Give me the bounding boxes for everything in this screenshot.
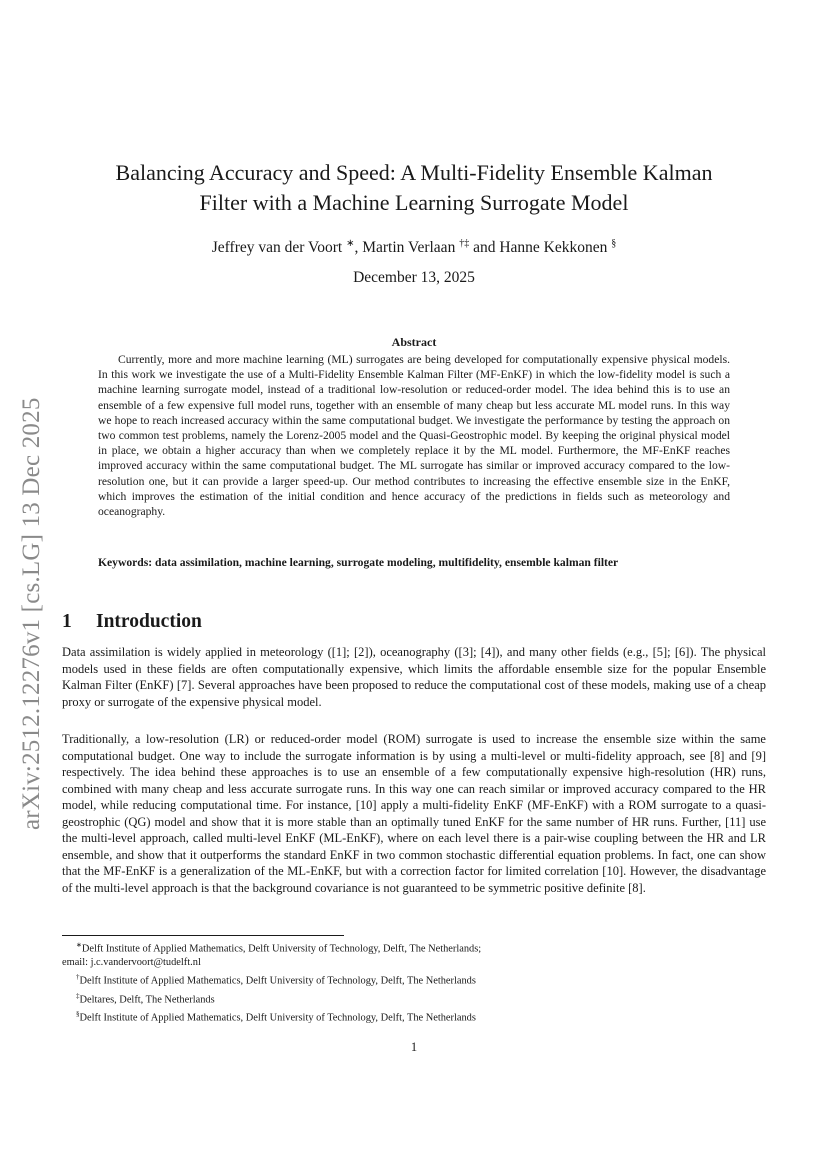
arxiv-identifier: arXiv:2512.12276v1 [cs.LG] 13 Dec 2025 [18,397,45,830]
footnote-rule [62,935,344,936]
footnote-mark: ∗ [76,941,82,949]
page-number: 1 [410,1040,418,1054]
body-paragraph: Data assimilation is widely applied in meteorology ([1]; [2]), oceanography ([3]; [4]), and many other fields (e.g., [5]; [6]). The physical models used in these fields are often computationally expensive, which limits the affordable ensemble size for the popular Ensemble Kalman Filter (EnKF) [7]. Several approaches have been proposed to reduce the computational cost of these models, making use of a cheap proxy or surrogate of the expensive physical model. [62,645,766,709]
footnote-text: Delft Institute of Applied Mathematics, Delft University of Technology, Delft, The Netherlands [79,1012,476,1024]
section-number: 1 [62,611,72,632]
author-and: and [469,239,500,257]
footnote [62,970,766,988]
footnote [62,989,766,1007]
footnotes [62,938,766,1026]
section-title: Introduction [96,611,202,632]
author-name: Hanne Kekkonen [499,239,608,257]
author-name: Jeffrey van der Voort [211,239,343,257]
title-line-1: Balancing Accuracy and Speed: A Multi-Fidelity Ensemble Kalman [115,160,713,185]
author-separator: , [354,239,363,257]
author-affiliation-mark: § [611,238,617,249]
body-paragraph: Traditionally, a low-resolution (LR) or reduced-order model (ROM) surrogate is used to increase the ensemble size within the same computational budget. One way to include the surrogate information is by using a multi-level or multi-fidelity approach, see [8] and [9] respectively. The idea behind these approaches is to use an ensemble of a few computationally expensive high-resolution (HR) runs, combined with many cheap and less accurate surrogate runs. In this way one can reach similar or improved accuracy compared to the HR model, while reducing computational time. For instance, [10] apply a multi-fidelity EnKF (MF-EnKF) with a ROM surrogate to a quasi-geostrophic (QG) model and show that it is more stable than an optimally tuned EnKF for the same number of HR runs. Further, [11] use the multi-level approach, called multi-level EnKF (ML-EnKF), where on each level there is a pair-wise coupling between the HR and LR ensemble, and show that it outperforms the standard EnKF in two common stochastic differential equation problems. In fact, one can show that the MF-EnKF is a generalization of the ML-EnKF, but with a correction factor for limited correlation [10]. However, the disadvantage of the multi-level approach is that the background covariance is not guaranteed to be symmetric positive definite [8]. [62,732,766,895]
footnote-mark: ‡ [76,991,80,1000]
paper-title [62,158,766,218]
section-heading [62,609,766,635]
abstract-text: Currently, more and more machine learning (ML) surrogates are being developed for computationally expensive physical models. In this work we investigate the use of a Multi-Fidelity Ensemble Kalman Filter (MF-EnKF) in which the low-fidelity model is such a machine learning surrogate model, instead of a traditional low-resolution or reduced-order model. The idea behind this is to use an ensemble of a few expensive full model runs, together with an ensemble of many cheap but less accurate ML model runs. In this way we hope to reach increased accuracy within the same computational budget. We investigate the performance by testing the approach on two common test problems, namely the Lorenz-2005 model and the Quasi-Geostrophic model. By keeping the original physical model in place, we obtain a higher accuracy than when we completely replace it by the ML model. Furthermore, the MF-EnKF reaches improved accuracy within the same computational budget. The ML surrogate has similar or improved accuracy compared to the low-resolution one, but it can provide a larger speed-up. Our method contributes to increasing the effective ensemble size in the EnKF, which improves the estimation of the initial condition and hence accuracy of the predictions in fields such as meteorology and oceanography. [98,353,730,519]
footnote-mark: † [76,973,80,982]
footnote-text: Deltares, Delft, The Netherlands [79,994,215,1006]
author-list [62,234,766,258]
title-line-2: Filter with a Machine Learning Surrogate Model [199,190,629,215]
author-affiliation-mark: †‡ [459,238,470,249]
keywords: Keywords: data assimilation, machine learning, surrogate modeling, multifidelity, ensemble kalman filter [98,556,619,569]
footnote-text: Delft Institute of Applied Mathematics, Delft University of Technology, Delft, The Netherlands; [81,943,482,955]
author-affiliation-mark: ∗ [346,238,355,249]
footnote-text: email: j.c.vandervoort@tudelft.nl [62,957,201,969]
footnote [62,1007,766,1025]
footnote [62,956,766,970]
paper-date: December 13, 2025 [353,269,475,286]
author-name: Martin Verlaan [362,239,456,257]
footnote-mark: § [76,1010,80,1019]
abstract-heading: Abstract [391,335,437,349]
footnote [62,938,766,956]
footnote-text: Delft Institute of Applied Mathematics, Delft University of Technology, Delft, The Netherlands [79,975,476,987]
